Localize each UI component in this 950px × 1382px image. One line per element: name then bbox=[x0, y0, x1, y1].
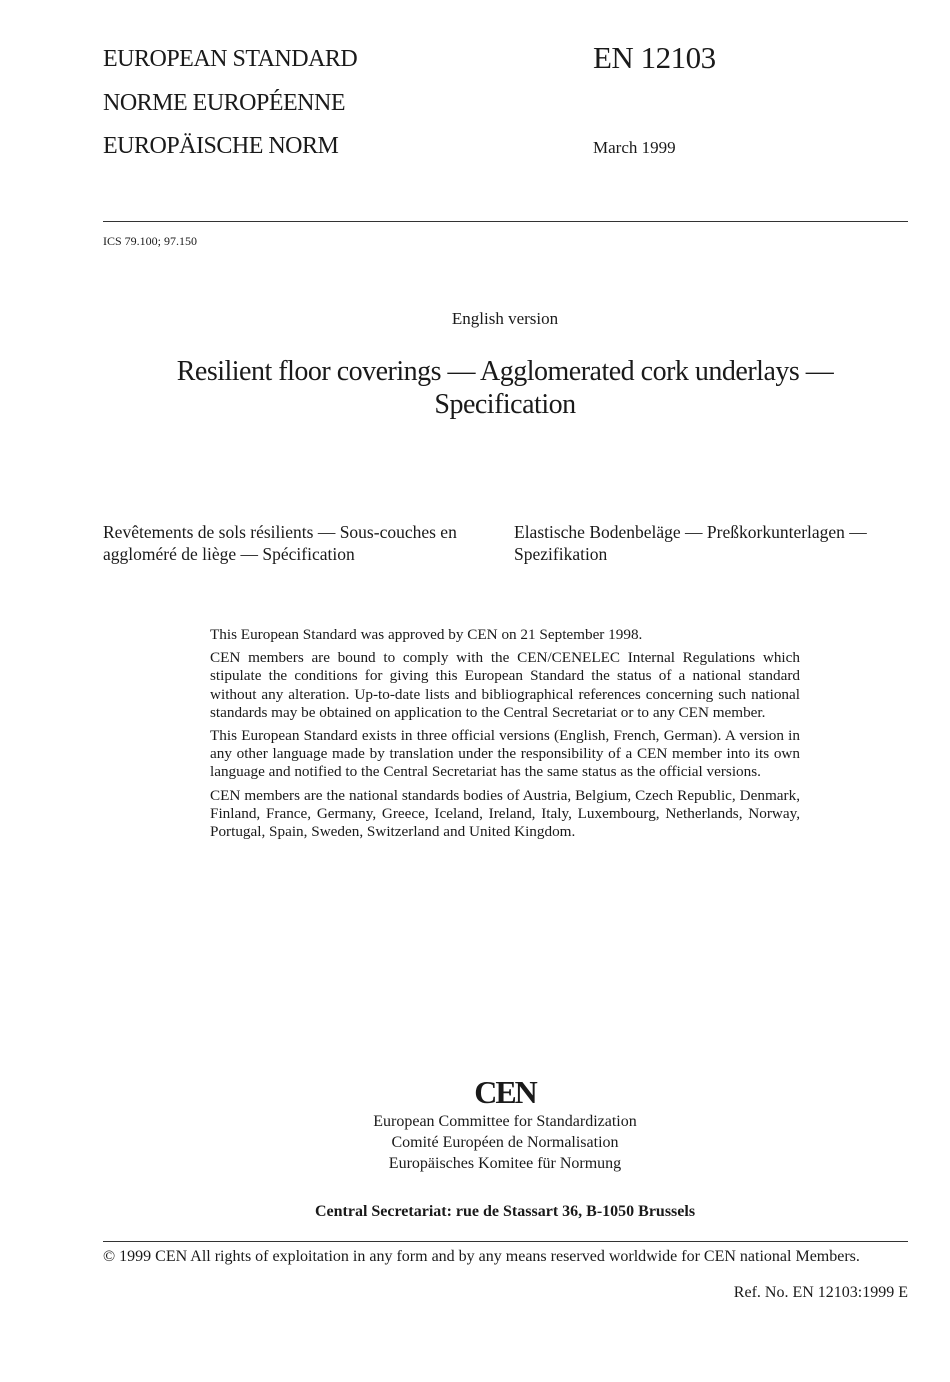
approval-paragraph: This European Standard exists in three official versions (English, French, German). A version in any other language made by translation under the responsibility of a CEN member into its own language and notified to the Central Secretariat has the same status as the official versions. bbox=[210, 727, 800, 781]
header-divider bbox=[103, 221, 908, 222]
approval-paragraph: This European Standard was approved by CEN on 21 September 1998. bbox=[210, 626, 643, 643]
ics-code: ICS 79.100; 97.150 bbox=[103, 234, 198, 248]
standard-type-german: EUROPÄISCHE NORM bbox=[103, 133, 339, 159]
cen-name-french: Comité Européen de Normalisation bbox=[391, 1134, 619, 1151]
standard-type-french: NORME EUROPÉENNE bbox=[103, 90, 345, 116]
approval-notice bbox=[210, 626, 800, 846]
secretariat-address: Central Secretariat: rue de Stassart 36, B-1050 Brussels bbox=[314, 1203, 696, 1220]
approval-paragraph: CEN members are bound to comply with the CEN/CENELEC Internal Regulations which stipulate the conditions for giving this European Standard the status of a national standard without any alteration. Up-to-date lists and bibliographical references concerning such national standards may be obtained on application to the Central Secretariat or to any CEN member. bbox=[210, 649, 800, 721]
title-line-1: Resilient floor coverings — Agglomerated cork underlays — bbox=[176, 356, 834, 387]
reference-number: Ref. No. EN 12103:1999 E bbox=[733, 1284, 908, 1301]
language-version: English version bbox=[451, 309, 559, 328]
standard-type-english: EUROPEAN STANDARD bbox=[103, 46, 358, 72]
title-line-2: Specification bbox=[434, 389, 576, 420]
approval-paragraph: CEN members are the national standards bodies of Austria, Belgium, Czech Republic, Denmark, Finland, France, Germany, Greece, Iceland, Ireland, Italy, Luxembourg, Netherlands, Norway, Portugal, Spain, Sweden, Switzerland and United Kingdom. bbox=[210, 786, 800, 841]
publication-date: March 1999 bbox=[593, 138, 676, 157]
title-german: Elastische Bodenbeläge — Preßkorkunterlagen — Spezifikation bbox=[514, 522, 867, 564]
copyright-notice: © 1999 CEN All rights of exploitation in any form and by any means reserved worldwide for CEN national Members. bbox=[103, 1248, 860, 1265]
footer-divider bbox=[103, 1241, 908, 1242]
cen-logo: CEN bbox=[474, 1074, 536, 1110]
standard-number: EN 12103 bbox=[593, 40, 716, 75]
cen-name-german: Europäisches Komitee für Normung bbox=[388, 1155, 622, 1172]
title-french: Revêtements de sols résilients — Sous-couches en aggloméré de liège — Spécification bbox=[103, 522, 457, 564]
document-title bbox=[0, 355, 950, 421]
cen-name-english: European Committee for Standardization bbox=[373, 1113, 637, 1130]
